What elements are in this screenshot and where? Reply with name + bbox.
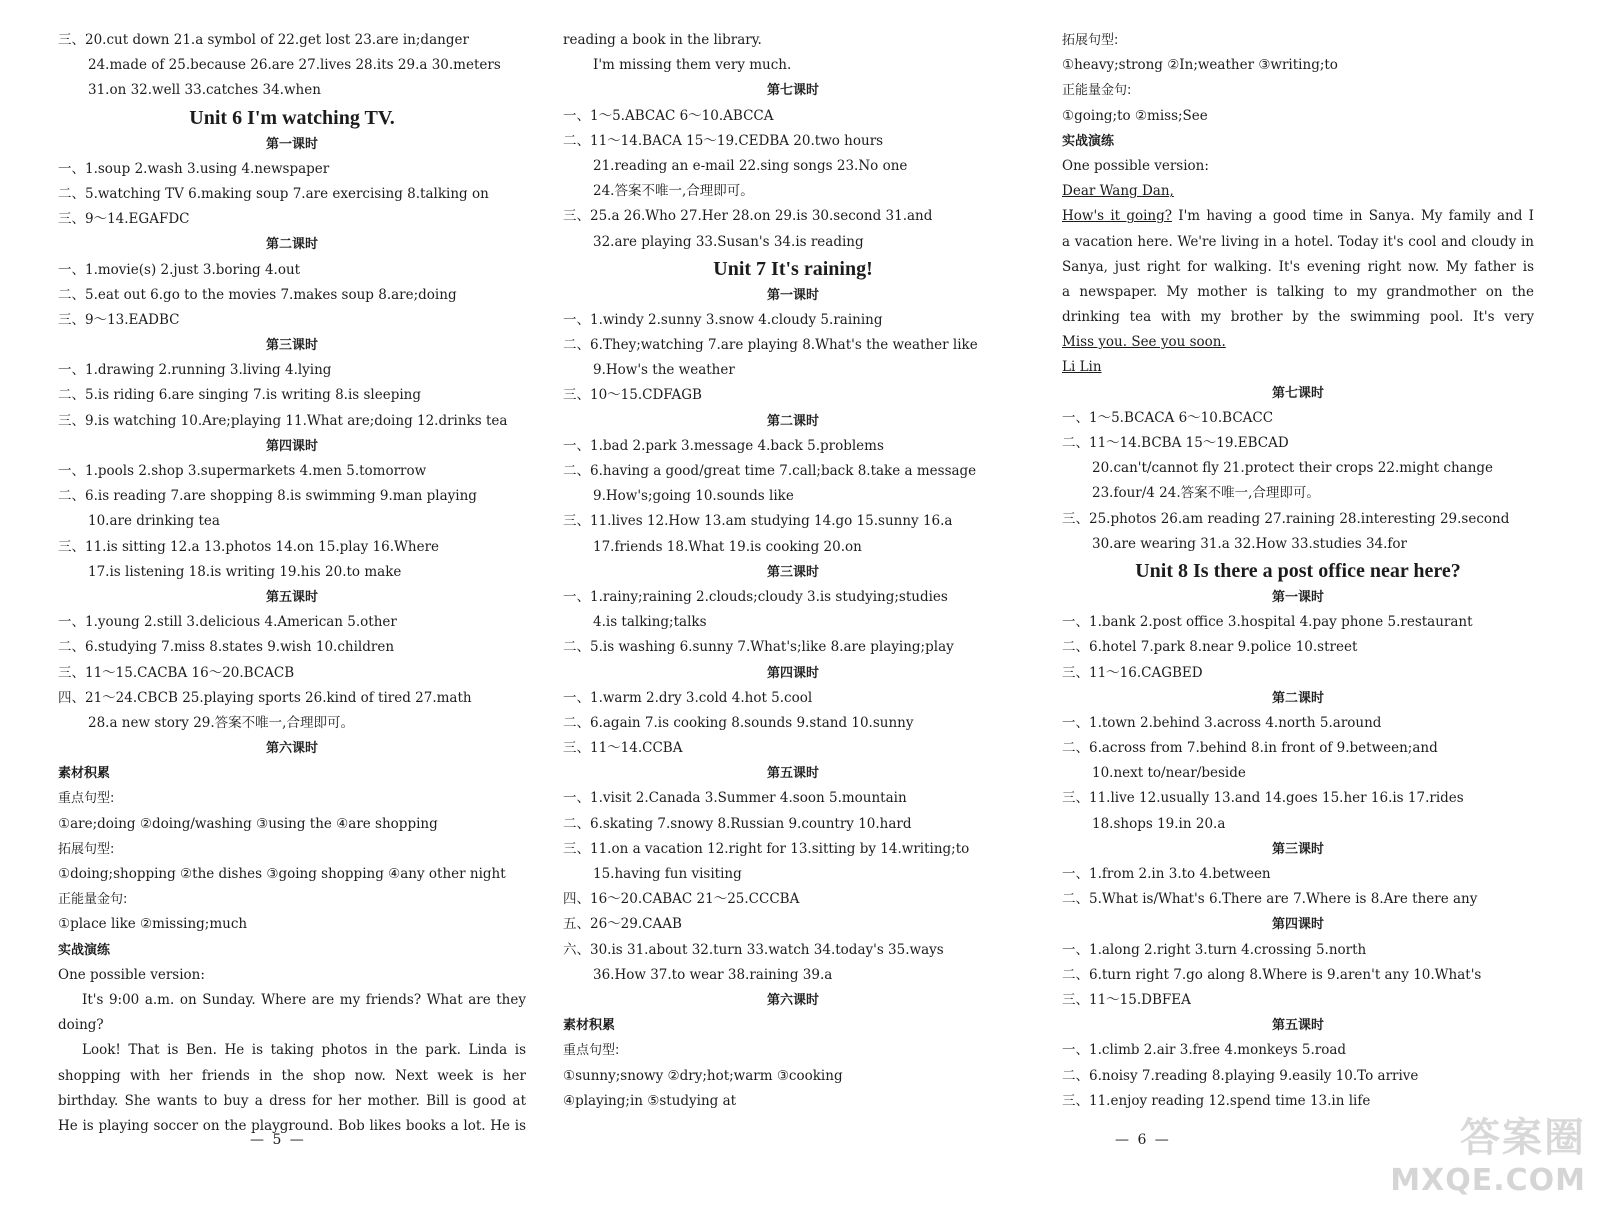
answer-line-continued: 17.friends 18.What 19.is cooking 20.on (593, 538, 862, 555)
answer-line: 二、6.again 7.is cooking 8.sounds 9.stand 10.sunny (563, 714, 914, 731)
lesson-heading: 第三课时 (766, 564, 819, 580)
subsection-label: 重点句型: (563, 1043, 620, 1059)
answer-line-continued: 32.are playing 33.Susan's 34.is reading (593, 233, 864, 250)
answer-line-continued: 9.How's;going 10.sounds like (593, 488, 794, 505)
lesson-heading: 第五课时 (265, 589, 318, 605)
lesson-heading: 第七课时 (766, 83, 819, 99)
page-number-left: — 5 — (250, 1132, 306, 1148)
lesson-heading: 第三课时 (265, 338, 318, 354)
answer-line-continued: 21.reading an e-mail 22.sing songs 23.No one (593, 157, 908, 174)
section-heading: 实战演练 (58, 942, 111, 958)
unit-title: Unit 8 Is there a post office near here? (1135, 559, 1461, 582)
answer-line: 三、11.enjoy reading 12.spend time 13.in life (1062, 1092, 1371, 1109)
lesson-heading: 第四课时 (1271, 917, 1324, 933)
answer-line: 二、6.having a good/great time 7.call;back 8.take a message (563, 463, 977, 479)
answer-line: 三、25.a 26.Who 27.Her 28.on 29.is 30.second 31.and (563, 208, 933, 225)
answer-line: 五、26～29.CAAB (563, 916, 682, 933)
answer-line: 一、1～5.BCACA 6～10.BCACC (1062, 409, 1274, 426)
answer-line: 一、1.along 2.right 3.turn 4.crossing 5.north (1062, 941, 1367, 958)
section-heading: 实战演练 (1062, 133, 1115, 149)
answer-line: 三、10～15.CDFAGB (563, 387, 702, 404)
watermark-logo: 答案圈 (1460, 1115, 1586, 1161)
answer-line-continued: 10.are drinking tea (88, 513, 220, 530)
essay-line: It's 9:00 a.m. on Sunday. Where are my friends? What are they (82, 991, 526, 1008)
answer-line-continued: 20.can't/cannot fly 21.protect their crops 22.might change (1092, 460, 1494, 477)
unit-title: Unit 7 It's raining! (713, 257, 873, 280)
answer-line: ①sunny;snowy ②dry;hot;warm ③cooking (563, 1067, 843, 1084)
essay-line: a vacation here. We're living in a hotel. Today it's cool and cloudy in (1062, 233, 1534, 250)
lesson-heading: 第五课时 (1271, 1018, 1324, 1034)
lesson-heading: 第六课时 (265, 741, 318, 757)
essay-line: shopping with her friends in the shop now. Next week is her (58, 1067, 526, 1084)
answer-line: 一、1.young 2.still 3.delicious 4.American 5.other (58, 614, 397, 631)
answer-line-continued: 18.shops 19.in 20.a (1092, 815, 1226, 832)
answer-line-continued: 24.答案不唯一,合理即可。 (593, 183, 754, 200)
answer-line-continued: 15.having fun visiting (593, 866, 742, 882)
answer-line: 一、1.soup 2.wash 3.using 4.newspaper (58, 160, 330, 177)
answer-line: 一、1.warm 2.dry 3.cold 4.hot 5.cool (563, 689, 813, 706)
answer-line: ①heavy;strong ②In;weather ③writing;to (1062, 57, 1338, 74)
watermark-url: MXQE.COM (1390, 1163, 1586, 1198)
answer-line: doing? (58, 1017, 104, 1034)
lesson-heading: 第二课时 (1271, 690, 1324, 706)
answer-line: 三、9～14.EGAFDC (58, 211, 190, 228)
watermark (1390, 1106, 1586, 1198)
answer-line: 二、11～14.BACA 15～19.CEDBA 20.two hours (563, 132, 884, 149)
answer-line: 六、30.is 31.about 32.turn 33.watch 34.today's 35.ways (563, 941, 944, 958)
essay-line: Look! That is Ben. He is taking photos in the park. Linda is (82, 1042, 526, 1059)
answer-line: 一、1.windy 2.sunny 3.snow 4.cloudy 5.raining (563, 311, 883, 328)
answer-line: 二、6.They;watching 7.are playing 8.What's the weather like (563, 337, 978, 354)
column-left (58, 28, 526, 1139)
essay-line: a newspaper. My mother is talking to my grandmother on the (1062, 283, 1534, 300)
answer-line: ①place like ②missing;much (58, 916, 248, 933)
answer-line: 二、5.is washing 6.sunny 7.What's;like 8.are playing;play (563, 639, 954, 656)
answer-line: 一、1.movie(s) 2.just 3.boring 4.out (58, 261, 301, 278)
lesson-heading: 第一课时 (1271, 589, 1324, 605)
answer-line: 二、5.is riding 6.are singing 7.is writing 8.is sleeping (58, 387, 422, 404)
lesson-heading: 第六课时 (766, 992, 819, 1008)
answer-line: 一、1.drawing 2.running 3.living 4.lying (58, 362, 332, 379)
answer-line: 二、6.hotel 7.park 8.near 9.police 10.street (1062, 639, 1358, 656)
section-heading: 素材积累 (563, 1018, 616, 1034)
answer-line-continued: 30.are wearing 31.a 32.How 33.studies 34.for (1092, 535, 1408, 552)
answer-line: 三、25.photos 26.am reading 27.raining 28.interesting 29.second (1062, 510, 1510, 527)
answer-line: 二、5.What is/What's 6.There are 7.Where is 8.Are there any (1062, 891, 1478, 908)
column-middle (563, 28, 1023, 1114)
answer-line: 一、1.bad 2.park 3.message 4.back 5.problems (563, 437, 884, 454)
essay-line-underlined: Miss you. See you soon. (1062, 334, 1226, 351)
answer-line-continued: 23.four/4 24.答案不唯一,合理即可。 (1092, 485, 1320, 502)
answer-line: 一、1.rainy;raining 2.clouds;cloudy 3.is studying;studies (563, 588, 948, 605)
answer-line-continued: 4.is talking;talks (593, 614, 707, 631)
answer-line: One possible version: (58, 966, 205, 983)
answer-line-continued: 28.a new story 29.答案不唯一,合理即可。 (88, 714, 354, 731)
column-right (1062, 28, 1534, 1114)
subsection-label: 拓展句型: (58, 841, 115, 857)
subsection-label: 拓展句型: (1062, 33, 1119, 48)
lesson-heading: 第二课时 (265, 237, 318, 253)
answer-line: 二、6.across from 7.behind 8.in front of 9.between;and (1062, 740, 1438, 757)
answer-line: 一、1.town 2.behind 3.across 4.north 5.around (1062, 714, 1382, 731)
page-number-right: — 6 — (1115, 1132, 1171, 1148)
essay-line: drinking tea with my brother by the swimming pool. It's very (1062, 309, 1534, 326)
answer-line: ④playing;in ⑤studying at (563, 1092, 737, 1109)
answer-line: 二、6.noisy 7.reading 8.playing 9.easily 10.To arrive (1062, 1067, 1419, 1084)
answer-line: 二、6.turn right 7.go along 8.Where is 9.aren't any 10.What's (1062, 966, 1482, 983)
answer-line-continued: 24.made of 25.because 26.are 27.lives 28.its 29.a 30.meters (88, 57, 501, 74)
answer-line: 四、21～24.CBCB 25.playing sports 26.kind of tired 27.math (58, 689, 472, 706)
answer-line-continued: 17.is listening 18.is writing 19.his 20.to make (88, 563, 402, 580)
lesson-heading: 第一课时 (766, 287, 819, 303)
answer-line: 一、1.from 2.in 3.to 4.between (1062, 866, 1271, 882)
answer-line: 二、5.eat out 6.go to the movies 7.makes soup 8.are;doing (58, 286, 457, 303)
answer-line: 四、16～20.CABAC 21～25.CCCBA (563, 891, 800, 908)
answer-line: 三、9～13.EADBC (58, 311, 180, 328)
answer-line: 三、11～15.CACBA 16～20.BCACB (58, 664, 295, 681)
lesson-heading: 第一课时 (265, 136, 318, 152)
answer-line: 三、9.is watching 10.Are;playing 11.What are;doing 12.drinks tea (58, 412, 508, 429)
subsection-label: 正能量金句: (1062, 83, 1132, 99)
essay-line-underlined: Dear Wang Dan, (1062, 183, 1174, 200)
answer-line: 二、11～14.BCBA 15～19.EBCAD (1062, 435, 1289, 451)
answer-line-continued: 31.on 32.well 33.catches 34.when (88, 82, 321, 99)
subsection-label: 重点句型: (58, 791, 115, 807)
answer-line: 一、1～5.ABCAC 6～10.ABCCA (563, 107, 774, 124)
answer-line: 三、11～15.DBFEA (1062, 991, 1191, 1008)
answer-line-continued: 36.How 37.to wear 38.raining 39.a (593, 966, 833, 983)
answer-line-continued: 10.next to/near/beside (1092, 765, 1246, 782)
subsection-label: 正能量金句: (58, 892, 128, 908)
essay-line: birthday. She wants to buy a dress for her mother. Bill is good at (58, 1092, 526, 1109)
answer-line: 二、6.is reading 7.are shopping 8.is swimming 9.man playing (58, 488, 477, 505)
essay-line-underlined: Li Lin (1062, 359, 1102, 376)
answer-line: ①going;to ②miss;See (1062, 107, 1208, 124)
answer-line: reading a book in the library. (563, 32, 762, 48)
answer-line: One possible version: (1062, 157, 1209, 174)
answer-line-continued: 9.How's the weather (593, 362, 735, 379)
answer-line: 一、1.pools 2.shop 3.supermarkets 4.men 5.tomorrow (58, 463, 427, 479)
answer-line: ①doing;shopping ②the dishes ③going shopping ④any other night (58, 866, 506, 882)
answer-line: 三、11.on a vacation 12.right for 13.sitting by 14.writing;to (563, 840, 970, 857)
lesson-heading: 第七课时 (1271, 385, 1324, 401)
answer-line: 三、11.is sitting 12.a 13.photos 14.on 15.play 16.Where (58, 538, 440, 555)
essay-line: He is playing soccer on the playground. Bob likes books a lot. He is (58, 1117, 526, 1134)
answer-line: 二、6.skating 7.snowy 8.Russian 9.country 10.hard (563, 815, 912, 832)
answer-line: 三、20.cut down 21.a symbol of 22.get lost 23.are in;danger (58, 32, 469, 48)
answer-line: 三、11.live 12.usually 13.and 14.goes 15.her 16.is 17.rides (1062, 790, 1464, 807)
answer-line: 三、11～14.CCBA (563, 740, 683, 757)
essay-line: How's it going? I'm having a good time in Sanya. My family and I (1062, 208, 1534, 225)
lesson-heading: 第四课时 (265, 438, 318, 454)
answer-line-continued: I'm missing them very much. (593, 57, 792, 74)
answer-line: ①are;doing ②doing/washing ③using the ④are shopping (58, 815, 438, 832)
unit-title: Unit 6 I'm watching TV. (189, 106, 395, 129)
answer-line: 一、1.visit 2.Canada 3.Summer 4.soon 5.mountain (563, 790, 907, 807)
lesson-heading: 第五课时 (766, 766, 819, 782)
answer-line: 二、6.studying 7.miss 8.states 9.wish 10.children (58, 639, 395, 656)
section-heading: 素材积累 (58, 766, 111, 782)
answer-line: 二、5.watching TV 6.making soup 7.are exercising 8.talking on (58, 185, 489, 202)
answer-line: 三、11～16.CAGBED (1062, 664, 1203, 681)
lesson-heading: 第三课时 (1271, 841, 1324, 857)
answer-line: 三、11.lives 12.How 13.am studying 14.go 15.sunny 16.a (563, 513, 953, 530)
essay-line: Sanya, just right for walking. It's evening right now. My father is (1062, 258, 1534, 275)
lesson-heading: 第二课时 (766, 413, 819, 429)
lesson-heading: 第四课时 (766, 665, 819, 681)
answer-line: 一、1.climb 2.air 3.free 4.monkeys 5.road (1062, 1042, 1347, 1059)
answer-line: 一、1.bank 2.post office 3.hospital 4.pay phone 5.restaurant (1062, 614, 1473, 631)
